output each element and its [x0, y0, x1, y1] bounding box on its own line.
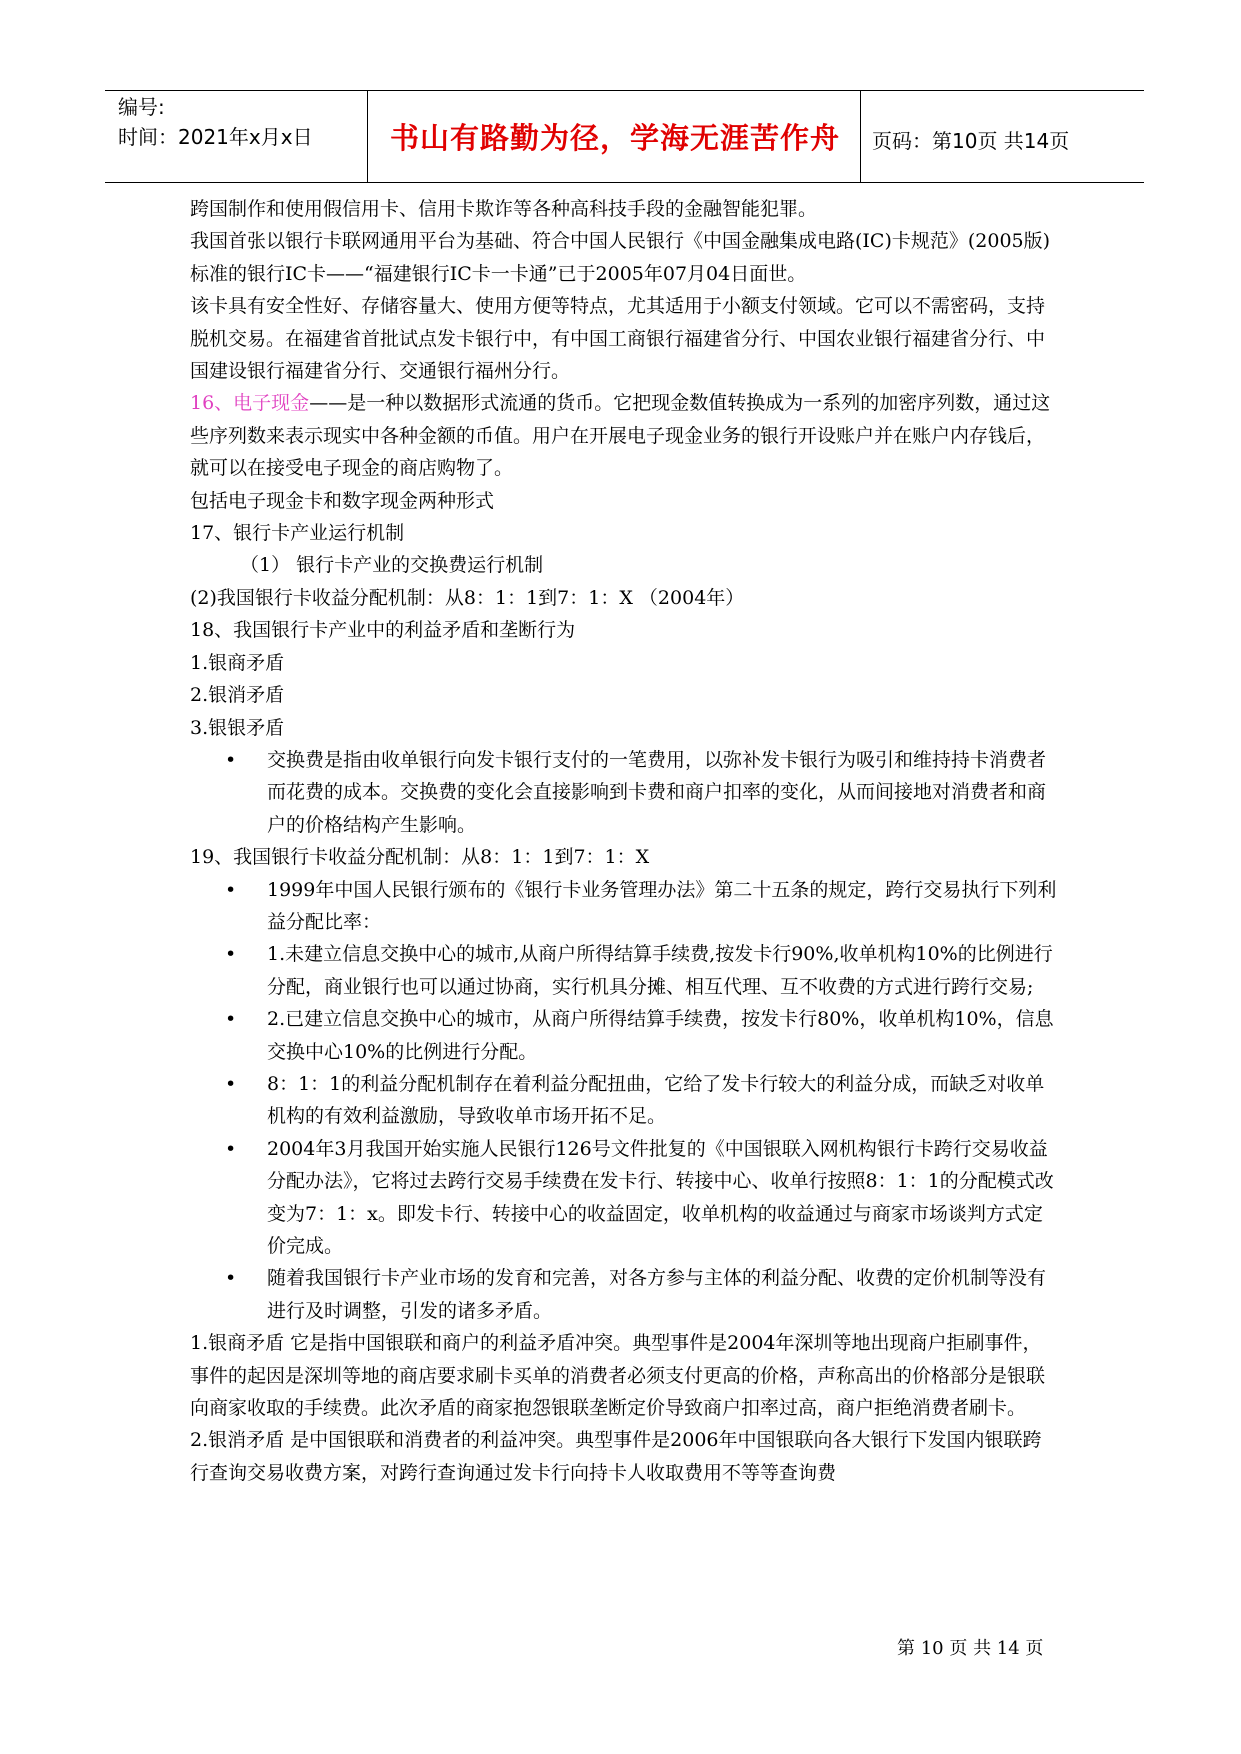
- section-heading: 17、银行卡产业运行机制: [190, 522, 405, 545]
- bullet-icon: •: [225, 878, 237, 901]
- document-body: [190, 193, 1060, 1489]
- paragraph: 我国首张以银行卡联网通用平台为基础、符合中国人民银行《中国金融集成电路(IC)卡规范》(2005版)标准的银行IC卡——“福建银行IC卡一卡通”已于2005年07月04日面世。: [190, 230, 1051, 285]
- paragraph: 包括电子现金卡和数字现金两种形式: [190, 489, 495, 512]
- header-top-rule: [105, 90, 1144, 91]
- paragraph: (2)我国银行卡收益分配机制：从8：1：1到7：1：X （2004年）: [190, 586, 745, 609]
- bullet-item: [190, 938, 1060, 1003]
- bullet-item: [190, 1133, 1060, 1263]
- list-item: 1.银商矛盾: [190, 651, 285, 674]
- section-heading: 19、我国银行卡收益分配机制：从8：1：1到7：1：X: [190, 846, 650, 869]
- bullet-text: 1999年中国人民银行颁布的《银行卡业务管理办法》第二十五条的规定，跨行交易执行下列利益分配比率：: [267, 878, 1057, 933]
- bullet-text: 随着我国银行卡产业市场的发育和完善，对各方参与主体的利益分配、收费的定价机制等没有进行及时调整，引发的诸多矛盾。: [267, 1267, 1047, 1322]
- list-item: 2.银消矛盾: [190, 684, 285, 707]
- header-divider-right: [860, 90, 861, 182]
- subsection-item: （1） 银行卡产业的交换费运行机制: [240, 554, 544, 577]
- bullet-icon: •: [225, 748, 237, 771]
- bullet-text: 1.未建立信息交换中心的城市,从商户所得结算手续费,按发卡行90%,收单机构10%的比例进行分配，商业银行也可以通过协商，实行机具分摊、相互代理、互不收费的方式进行跨行交易;: [267, 943, 1053, 998]
- page-footer: 第 10 页 共 14 页: [897, 1638, 1044, 1659]
- header-meta: [118, 92, 313, 152]
- paragraph: 2.银消矛盾 是中国银联和消费者的利益冲突。典型事件是2006年中国银联向各大银行下发国内银联跨行查询交易收费方案，对跨行查询通过发卡行向持卡人收取费用不等等查询费: [190, 1429, 1042, 1484]
- bullet-text: 2004年3月我国开始实施人民银行126号文件批复的《中国银联入网机构银行卡跨行交易收益分配办法》，它将过去跨行交易手续费在发卡行、转接中心、收单行按照8：1：1的分配模式改变为7：1：x。即发卡行、转接中心的收益固定，收单机构的收益通过与商家市场谈判方式定价完成。: [267, 1137, 1054, 1257]
- header-page-label: 页码：第10页 共14页: [872, 129, 1070, 153]
- list-item: 3.银银矛盾: [190, 716, 285, 739]
- bullet-item: [190, 1262, 1060, 1327]
- bullet-icon: •: [225, 943, 237, 966]
- bullet-item: [190, 874, 1060, 939]
- bullet-icon: •: [225, 1137, 237, 1160]
- bullet-icon: •: [225, 1267, 237, 1290]
- section-16-label: 16、电子现金: [190, 392, 310, 415]
- paragraph: 跨国制作和使用假信用卡、信用卡欺诈等各种高科技手段的金融智能犯罪。: [190, 198, 818, 220]
- header-motto: 书山有路勤为径，学海无涯苦作舟: [389, 121, 840, 155]
- paragraph: 该卡具有安全性好、存储容量大、使用方便等特点，尤其适用于小额支付领域。它可以不需密码，支持脱机交易。在福建省首批试点发卡银行中，有中国工商银行福建省分行、中国农业银行福建省分行、中国建设银行福建省分行、交通银行福州分行。: [190, 295, 1046, 383]
- bullet-icon: •: [225, 1008, 237, 1031]
- paragraph: 1.银商矛盾 它是指中国银联和商户的利益矛盾冲突。典型事件是2004年深圳等地出现商户拒刷事件，事件的起因是深圳等地的商店要求刷卡买单的消费者必须支付更高的价格，声称高出的价格部分是银联向商家收取的手续费。此次矛盾的商家抱怨银联垄断定价导致商户扣率过高，商户拒绝消费者刷卡。: [190, 1332, 1046, 1420]
- bullet-text: 2.已建立信息交换中心的城市，从商户所得结算手续费，按发卡行80%，收单机构10%，信息交换中心10%的比例进行分配。: [267, 1008, 1054, 1063]
- time-label: 时间：2021年x月x日: [118, 125, 313, 149]
- bullet-item: [190, 1003, 1060, 1068]
- section-16-text: ——是一种以数据形式流通的货币。它把现金数值转换成为一系列的加密序列数，通过这些序列数来表示现实中各种金额的币值。用户在开展电子现金业务的银行开设账户并在账户内存钱后，就可以在接受电子现金的商店购物了。: [190, 392, 1051, 480]
- header-bottom-rule: [105, 182, 1144, 183]
- header-divider-left: [367, 90, 368, 182]
- bullet-text: 交换费是指由收单银行向发卡银行支付的一笔费用，以弥补发卡银行为吸引和维持持卡消费者而花费的成本。交换费的变化会直接影响到卡费和商户扣率的变化，从而间接地对消费者和商户的价格结构产生影响。: [267, 748, 1047, 836]
- bullet-icon: •: [225, 1072, 237, 1095]
- bullet-item: [190, 744, 1060, 841]
- serial-label: 编号:: [118, 95, 165, 119]
- bullet-item: [190, 1068, 1060, 1133]
- section-heading: 18、我国银行卡产业中的利益矛盾和垄断行为: [190, 619, 576, 642]
- bullet-text: 8：1：1的利益分配机制存在着利益分配扭曲，它给了发卡行较大的利益分成，而缺乏对收单机构的有效利益激励，导致收单市场开拓不足。: [267, 1072, 1045, 1128]
- section-16: [190, 387, 1060, 484]
